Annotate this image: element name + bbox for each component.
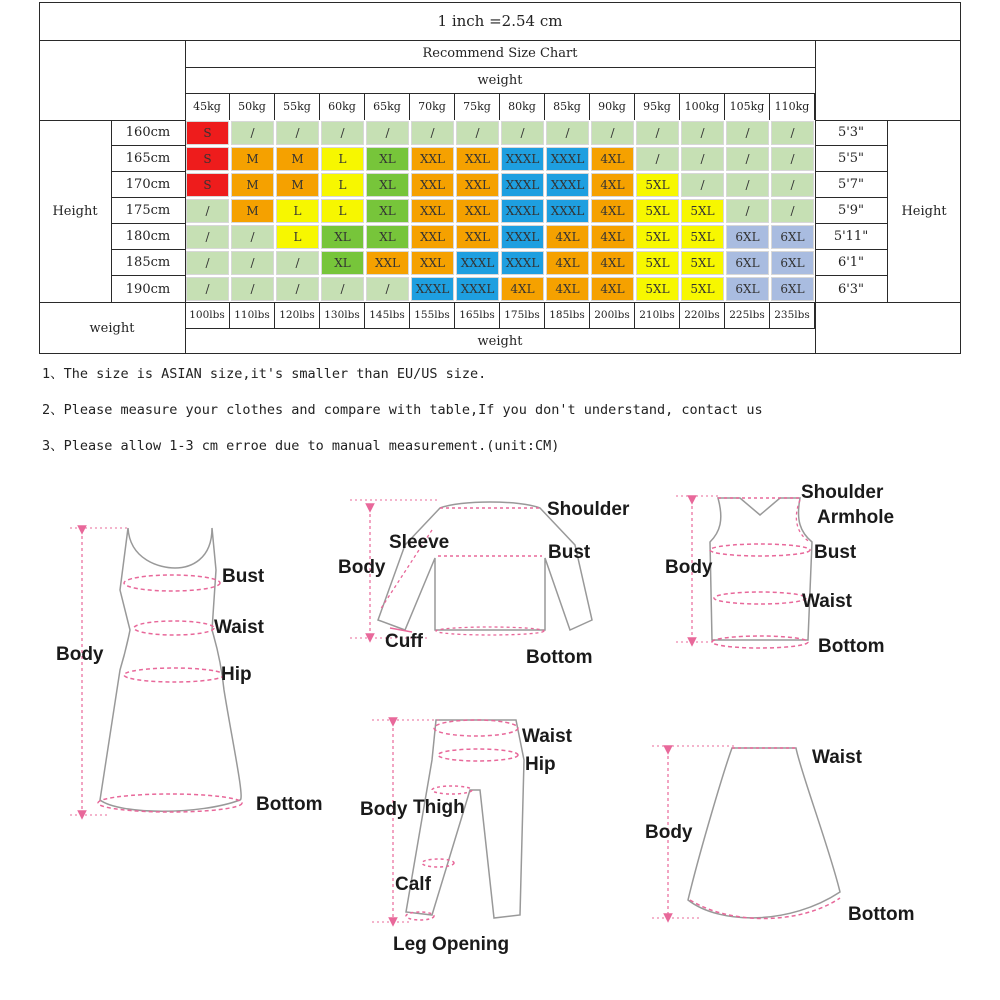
note-1: 1、The size is ASIAN size,it's smaller than EU/US size. <box>42 366 487 382</box>
weight-lbs-cell: 120lbs <box>275 302 320 328</box>
weight-lbs-cell: 165lbs <box>455 302 500 328</box>
weight-kg-cell: 95kg <box>635 93 680 120</box>
unit-note: 1 inch =2.54 cm <box>437 12 563 30</box>
size-cell: / <box>456 121 499 145</box>
size-cell: / <box>186 199 229 223</box>
height-ft-cell: 5'9" <box>815 198 887 224</box>
size-cell: 5XL <box>681 277 724 301</box>
size-cell: / <box>231 251 274 275</box>
skirt-bottom-label: Bottom <box>848 904 915 925</box>
height-label-right: Height <box>901 203 947 219</box>
height-ft-cell: 5'11" <box>815 224 887 250</box>
height-cm-cell: 190cm <box>125 281 171 297</box>
pants-waist-label: Waist <box>522 726 572 747</box>
dress-body-label: Body <box>56 644 104 665</box>
pants-diagram <box>360 720 573 955</box>
size-cell: 4XL <box>591 277 634 301</box>
size-cell: XXL <box>456 199 499 223</box>
shirt-bottom-label: Bottom <box>526 647 593 668</box>
size-cell: 4XL <box>501 277 544 301</box>
size-cell: / <box>636 147 679 171</box>
size-cell: M <box>276 147 319 171</box>
vest-body-label: Body <box>665 557 713 578</box>
weight-lbs-cell: 100lbs <box>185 302 230 328</box>
size-cell: XL <box>366 147 409 171</box>
pants-body-label: Body <box>360 799 408 820</box>
size-cell: XXXL <box>546 147 589 171</box>
weight-kg-cell: 110kg <box>770 93 815 120</box>
weight-lbs-cell: 225lbs <box>725 302 770 328</box>
weight-kg-cell: 65kg <box>365 93 410 120</box>
size-cell: / <box>726 121 769 145</box>
shirt-outline <box>378 502 592 630</box>
size-cell: 4XL <box>546 225 589 249</box>
size-cell: / <box>726 173 769 197</box>
note-2: 2、Please measure your clothes and compare with table,If you don't understand, contact us <box>42 402 763 418</box>
weight-kg-cell: 45kg <box>185 93 230 120</box>
weight-kg-cell: 90kg <box>590 93 635 120</box>
dress-outline <box>100 528 241 811</box>
dress-diagram <box>56 528 322 815</box>
size-cell: / <box>771 147 814 171</box>
size-cell: XXL <box>411 199 454 223</box>
shirt-sleeve-label: Sleeve <box>389 532 450 553</box>
skirt-waist-label: Waist <box>812 747 862 768</box>
size-cell: M <box>231 173 274 197</box>
size-cell: XL <box>366 225 409 249</box>
height-cm-cell: 170cm <box>111 172 185 198</box>
weight-kg-cell: 105kg <box>725 93 770 120</box>
pants-hip-label: Hip <box>525 754 556 775</box>
chart-title: Recommend Size Chart <box>422 46 578 61</box>
size-cell: XXL <box>411 173 454 197</box>
size-cell: XXXL <box>411 277 454 301</box>
size-chart-table <box>39 2 961 354</box>
size-cell: S <box>186 121 229 145</box>
size-cell: XXL <box>456 225 499 249</box>
skirt-diagram <box>645 746 914 925</box>
weight-kg-cell: 75kg <box>455 93 500 120</box>
size-cell: / <box>681 121 724 145</box>
weight-lbs-cell: 130lbs <box>320 302 365 328</box>
size-cell: XXL <box>411 225 454 249</box>
size-cell: M <box>231 199 274 223</box>
size-cell: XXXL <box>501 147 544 171</box>
dress-hip-label: Hip <box>221 664 252 685</box>
size-cell: 4XL <box>591 199 634 223</box>
size-cell: 6XL <box>771 251 814 275</box>
height-ft-cell: 5'5" <box>815 146 887 172</box>
size-cell: 6XL <box>726 225 769 249</box>
size-cell: L <box>321 173 364 197</box>
vest-bust-label: Bust <box>814 542 857 563</box>
size-cell: XXL <box>411 147 454 171</box>
size-cell: / <box>771 199 814 223</box>
vest-waist-label: Waist <box>802 591 852 612</box>
size-cell: / <box>276 277 319 301</box>
skirt-outline <box>688 748 840 918</box>
shirt-shoulder-label: Shoulder <box>547 499 630 520</box>
size-cell: XXXL <box>501 225 544 249</box>
size-cell: / <box>186 225 229 249</box>
weight-lbs-cell: 200lbs <box>590 302 635 328</box>
size-cell: 4XL <box>591 173 634 197</box>
size-cell: / <box>276 121 319 145</box>
measurement-diagrams <box>0 470 1000 1000</box>
size-cell: S <box>186 173 229 197</box>
size-cell: XL <box>321 225 364 249</box>
size-cell: / <box>321 121 364 145</box>
dress-bottom-label: Bottom <box>256 794 323 815</box>
size-cell: 6XL <box>771 277 814 301</box>
size-cell: / <box>231 225 274 249</box>
size-cell: L <box>321 199 364 223</box>
weight-kg-cell: 85kg <box>545 93 590 120</box>
size-cell: 5XL <box>681 225 724 249</box>
size-cell: XXXL <box>456 251 499 275</box>
size-cell: / <box>366 121 409 145</box>
size-cell: 5XL <box>636 173 679 197</box>
weight-kg-cell: 60kg <box>320 93 365 120</box>
height-ft-cell: 5'7" <box>815 172 887 198</box>
size-cell: / <box>546 121 589 145</box>
size-cell: / <box>366 277 409 301</box>
size-cell: XXL <box>456 147 499 171</box>
height-cm-cell: 165cm <box>111 146 185 172</box>
size-cell: / <box>231 277 274 301</box>
weight-label-left: weight <box>89 320 135 336</box>
size-cell: XL <box>321 251 364 275</box>
size-cell: XL <box>366 199 409 223</box>
size-cell: / <box>636 121 679 145</box>
weight-label-bottom: weight <box>477 333 523 349</box>
shirt-bust-label: Bust <box>548 542 591 563</box>
size-cell: / <box>681 173 724 197</box>
size-cell: / <box>771 173 814 197</box>
size-cell: 4XL <box>591 225 634 249</box>
weight-label-top: weight <box>477 72 523 88</box>
size-cell: 6XL <box>726 251 769 275</box>
size-cell: / <box>726 199 769 223</box>
weight-lbs-cell: 145lbs <box>365 302 410 328</box>
height-cm-cell: 175cm <box>111 198 185 224</box>
size-cell: 4XL <box>591 251 634 275</box>
dress-bust-label: Bust <box>222 566 265 587</box>
height-ft-cell: 6'1" <box>815 250 887 276</box>
weight-kg-cell: 55kg <box>275 93 320 120</box>
height-cm-cell: 160cm <box>111 120 185 146</box>
shirt-cuff-label: Cuff <box>385 631 423 652</box>
size-cell: XXL <box>456 173 499 197</box>
size-cell: XL <box>366 173 409 197</box>
size-cell: XXXL <box>501 199 544 223</box>
size-cell: XXXL <box>456 277 499 301</box>
weight-lbs-cell: 175lbs <box>500 302 545 328</box>
size-cell: 5XL <box>636 225 679 249</box>
weight-lbs-cell: 210lbs <box>635 302 680 328</box>
size-cell: M <box>276 173 319 197</box>
weight-kg-cell: 100kg <box>680 93 725 120</box>
height-cm-cell: 180cm <box>111 224 185 250</box>
pants-calf-label: Calf <box>395 874 431 895</box>
height-ft-cell: 5'3" <box>815 120 887 146</box>
size-cell: / <box>276 251 319 275</box>
size-cell: S <box>186 147 229 171</box>
size-cell: 5XL <box>636 251 679 275</box>
size-cell: L <box>276 199 319 223</box>
size-cell: XXXL <box>501 251 544 275</box>
weight-kg-cell: 70kg <box>410 93 455 120</box>
weight-lbs-cell: 185lbs <box>545 302 590 328</box>
size-cell: / <box>771 121 814 145</box>
size-cell: XXL <box>411 251 454 275</box>
size-cell: / <box>186 277 229 301</box>
size-cell: L <box>321 147 364 171</box>
height-label-left: Height <box>52 203 98 219</box>
size-cell: / <box>681 147 724 171</box>
weight-lbs-cell: 220lbs <box>680 302 725 328</box>
size-cell: 5XL <box>681 199 724 223</box>
weight-kg-cell: 50kg <box>230 93 275 120</box>
shirt-body-label: Body <box>338 557 386 578</box>
weight-lbs-cell: 155lbs <box>410 302 455 328</box>
size-cell: 5XL <box>636 277 679 301</box>
vest-bottom-label: Bottom <box>818 636 885 657</box>
height-ft-cell: 6'3" <box>837 281 865 297</box>
shirt-diagram <box>338 499 630 668</box>
size-cell: / <box>726 147 769 171</box>
size-cell: M <box>231 147 274 171</box>
height-cm-cell: 185cm <box>111 250 185 276</box>
weight-lbs-cell: 235lbs <box>770 302 815 328</box>
weight-kg-cell: 80kg <box>500 93 545 120</box>
pants-leg-opening-label: Leg Opening <box>393 934 510 955</box>
size-cell: 5XL <box>681 251 724 275</box>
vest-diagram <box>665 482 894 657</box>
size-cell: 4XL <box>546 277 589 301</box>
vest-armhole-label: Armhole <box>817 507 895 528</box>
size-cell: XXXL <box>546 173 589 197</box>
note-3: 3、Please allow 1-3 cm erroe due to manual measurement.(unit:CM) <box>42 438 560 454</box>
size-cell: / <box>411 121 454 145</box>
size-cell: 5XL <box>636 199 679 223</box>
size-cell: / <box>591 121 634 145</box>
size-cell: / <box>231 121 274 145</box>
pants-thigh-label: Thigh <box>413 797 465 818</box>
size-cell: 4XL <box>591 147 634 171</box>
size-cell: XXXL <box>546 199 589 223</box>
size-cell: 4XL <box>546 251 589 275</box>
size-cell: XXXL <box>501 173 544 197</box>
vest-shoulder-label: Shoulder <box>801 482 884 503</box>
dress-waist-label: Waist <box>214 617 264 638</box>
size-cell: / <box>501 121 544 145</box>
size-cell: 6XL <box>726 277 769 301</box>
size-cell: / <box>321 277 364 301</box>
size-cell: XXL <box>366 251 409 275</box>
weight-lbs-cell: 110lbs <box>230 302 275 328</box>
size-cell: / <box>186 251 229 275</box>
size-cell: 6XL <box>771 225 814 249</box>
skirt-body-label: Body <box>645 822 693 843</box>
size-cell: L <box>276 225 319 249</box>
